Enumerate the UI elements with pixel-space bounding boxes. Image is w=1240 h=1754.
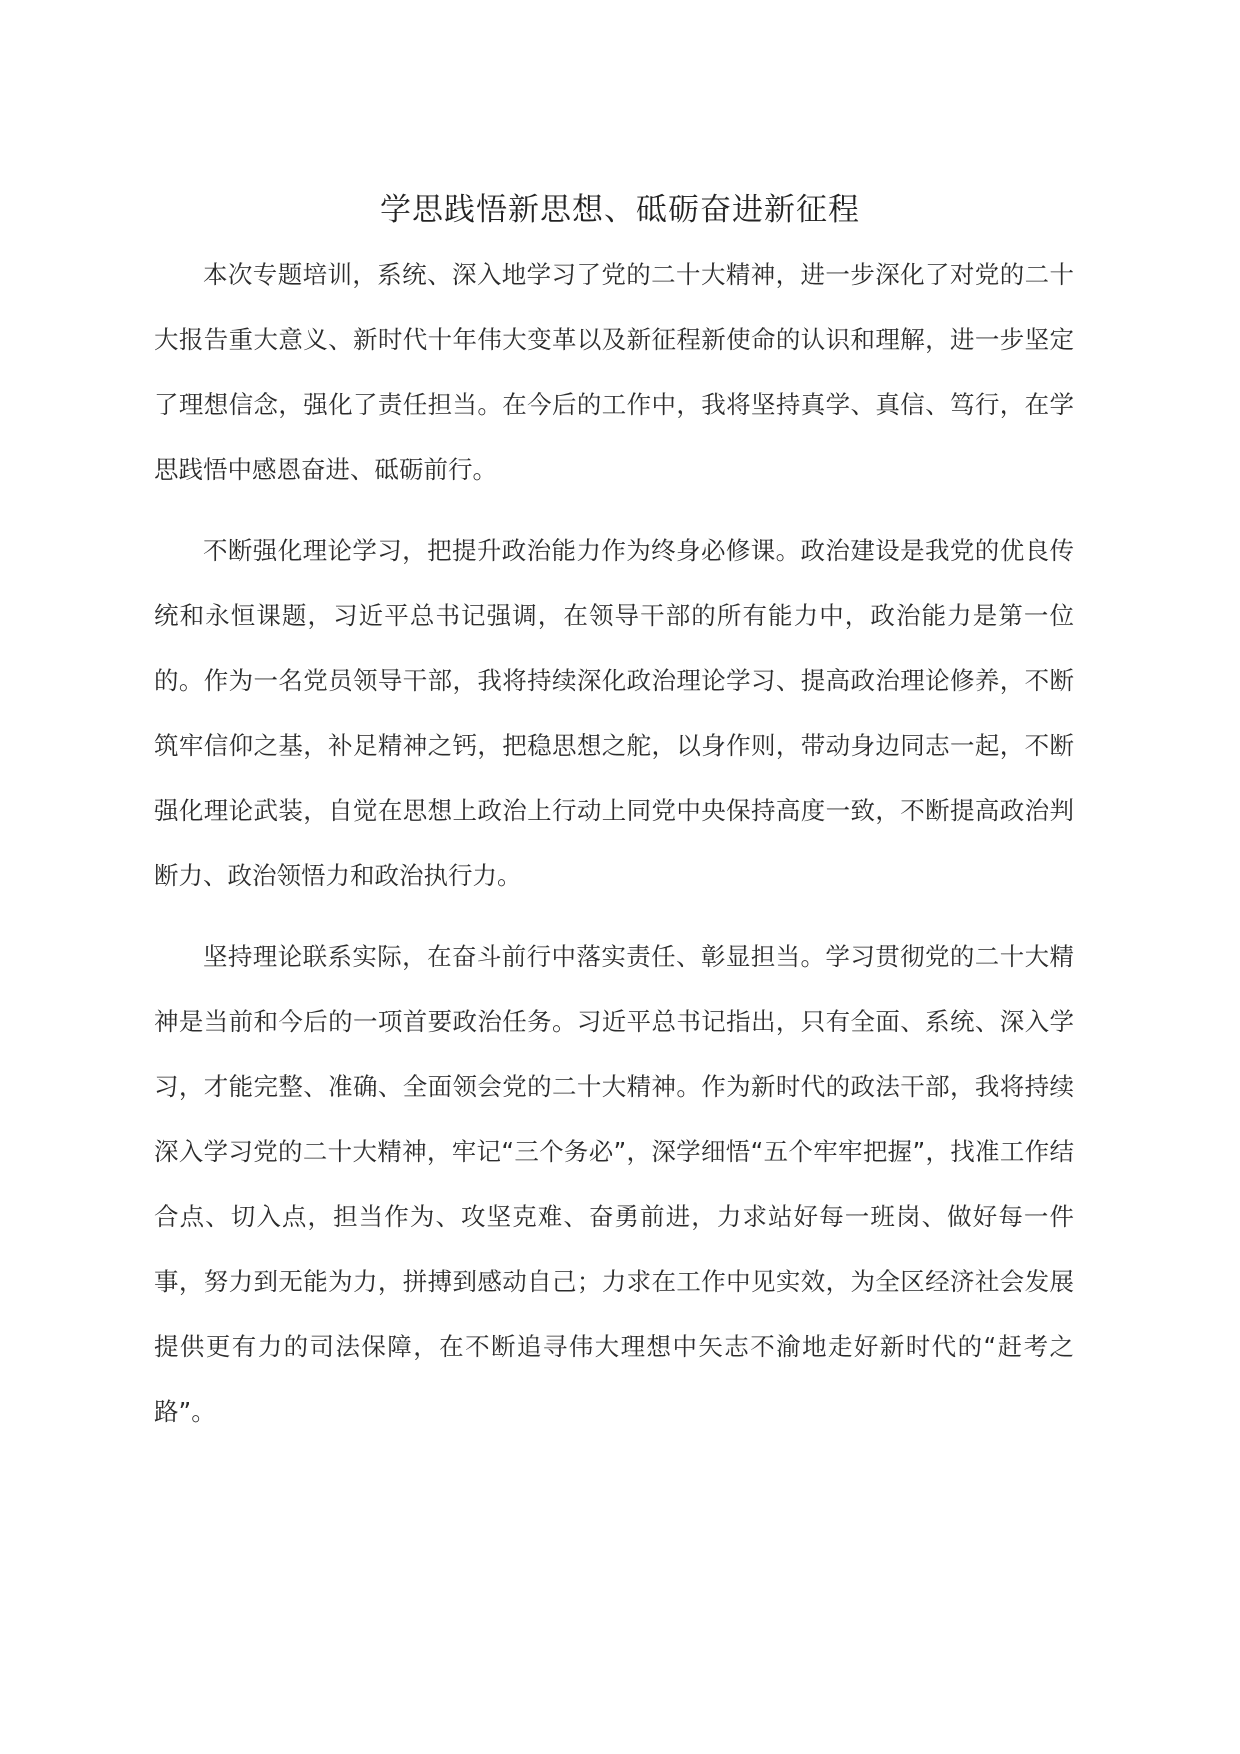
paragraph: 本次专题培训，系统、深入地学习了党的二十大精神，进一步深化了对党的二十大报告重大意义、新时代十年伟大变革以及新征程新使命的认识和理解，进一步坚定了理想信念，强化了责任担当。在今后的工作中，我将坚持真学、真信、笃行，在学思践悟中感恩奋进、砥砺前行。 — [154, 260, 1074, 484]
document-body — [154, 242, 1074, 1460]
document-title: 学思践悟新思想、砥砺奋进新征程 — [380, 192, 860, 228]
paragraph: 不断强化理论学习，把提升政治能力作为终身必修课。政治建设是我党的优良传统和永恒课题，习近平总书记强调，在领导干部的所有能力中，政治能力是第一位的。作为一名党员领导干部，我将持续深化政治理论学习、提高政治理论修养，不断筑牢信仰之基，补足精神之钙，把稳思想之舵，以身作则，带动身边同志一起，不断强化理论武装，自觉在思想上政治上行动上同党中央保持高度一致，不断提高政治判断力、政治领悟力和政治执行力。 — [154, 536, 1074, 890]
paragraph: 坚持理论联系实际，在奋斗前行中落实责任、彰显担当。学习贯彻党的二十大精神是当前和今后的一项首要政治任务。习近平总书记指出，只有全面、系统、深入学习，才能完整、准确、全面领会党的二十大精神。作为新时代的政法干部，我将持续深入学习党的二十大精神，牢记“三个务必”，深学细悟“五个牢牢把握”，找准工作结合点、切入点，担当作为、攻坚克难、奋勇前进，力求站好每一班岗、做好每一件事，努力到无能为力，拼搏到感动自己；力求在工作中见实效，为全区经济社会发展提供更有力的司法保障，在不断追寻伟大理想中矢志不渝地走好新时代的“赶考之路”。 — [154, 942, 1074, 1426]
